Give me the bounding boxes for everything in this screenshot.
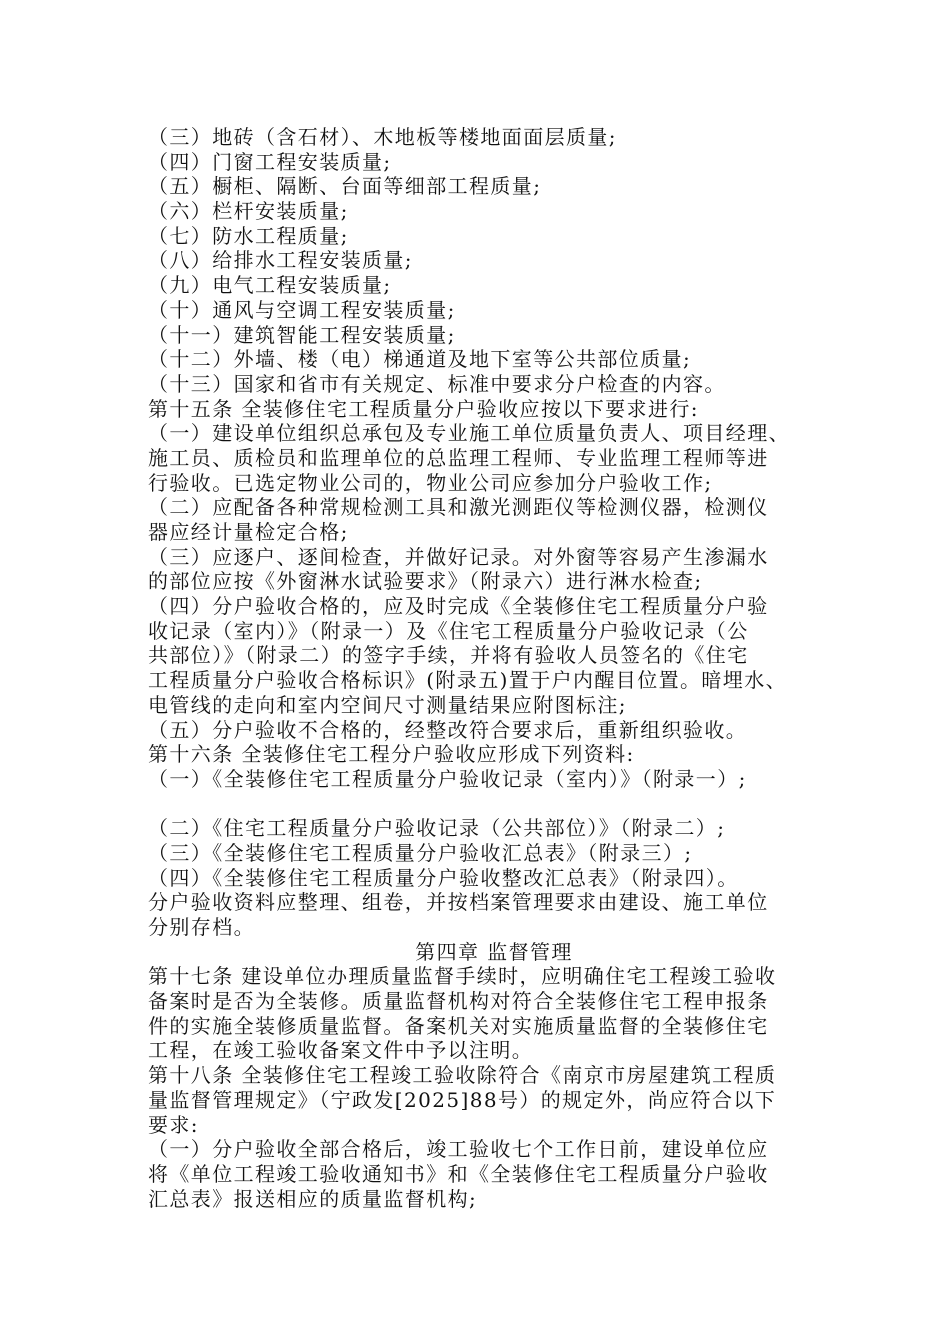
text-line: （四）门窗工程安装质量; xyxy=(148,149,392,174)
text-line: （五）橱柜、隔断、台面等细部工程质量; xyxy=(148,174,542,199)
text-line: 分别存档。 xyxy=(148,915,255,939)
text-line: 第十六条 全装修住宅工程分户验收应形成下列资料: xyxy=(148,742,635,767)
text-line: （一）分户验收全部合格后，竣工验收七个工作日前，建设单位应 xyxy=(148,1137,769,1162)
text-line: （三）《全装修住宅工程质量分户验收汇总表》（附录三）; xyxy=(148,840,693,865)
text-line: （七）防水工程质量; xyxy=(148,223,349,248)
document-section-supervision xyxy=(148,964,810,1211)
text-line: （五）分户验收不合格的，经整改符合要求后，重新组织验收。 xyxy=(148,717,748,742)
text-line: 第十八条 全装修住宅工程竣工验收除符合《南京市房屋建筑工程质 xyxy=(148,1063,777,1088)
text-line: 工程质量分户验收合格标识》(附录五)置于户内醒目位置。暗埋水、 xyxy=(148,668,788,693)
text-line: 电管线的走向和室内空间尺寸测量结果应附图标注; xyxy=(148,692,627,717)
text-line: 分户验收资料应整理、组卷，并按档案管理要求由建设、施工单位 xyxy=(148,890,769,915)
text-line: （一）建设单位组织总承包及专业施工单位质量负责人、项目经理、 xyxy=(148,421,790,446)
text-line: （四）《全装修住宅工程质量分户验收整改汇总表》（附录四）。 xyxy=(148,865,739,890)
text-line: （三）应逐户、逐间检查，并做好记录。对外窗等容易产生渗漏水 xyxy=(148,544,769,569)
text-line: （四）分户验收合格的，应及时完成《全装修住宅工程质量分户验 xyxy=(148,594,769,619)
text-line: （二）应配备各种常规检测工具和激光测距仪等检测仪器，检测仪 xyxy=(148,495,769,520)
text-line: （九）电气工程安装质量; xyxy=(148,273,392,298)
text-line: （十一）建筑智能工程安装质量; xyxy=(148,322,456,347)
text-line: （二）《住宅工程质量分户验收记录（公共部位）》（附录二）; xyxy=(148,816,726,841)
text-line: 备案时是否为全装修。质量监督机构对符合全装修住宅工程申报条 xyxy=(148,989,769,1014)
text-line: 行验收。已选定物业公司的，物业公司应参加分户验收工作; xyxy=(148,470,713,495)
text-line: （一）《全装修住宅工程质量分户验收记录（室内）》（附录一）; xyxy=(148,766,747,791)
text-line: 件的实施全装修质量监督。备案机关对实施质量监督的全装修住宅 xyxy=(148,1013,769,1038)
text-line: 施工员、质检员和监理单位的总监理工程师、专业监理工程师等进 xyxy=(148,445,769,470)
text-line: 汇总表》报送相应的质量监督机构; xyxy=(148,1186,478,1211)
text-line: （六）栏杆安装质量; xyxy=(148,199,349,224)
document-section-acceptance xyxy=(148,125,810,792)
text-line: （十三）国家和省市有关规定、标准中要求分户检查的内容。 xyxy=(148,371,726,396)
text-line: 收记录（室内）》（附录一）及《住宅工程质量分户验收记录（公 xyxy=(148,618,749,643)
chapter-heading: 第四章 监督管理 xyxy=(415,939,573,964)
text-line: 器应经计量检定合格; xyxy=(148,520,349,544)
text-line: （十）通风与空调工程安装质量; xyxy=(148,297,456,322)
text-line: 共部位）》（附录二）的签字手续，并将有验收人员签名的《住宅 xyxy=(148,643,749,668)
text-line: 将《单位工程竣工验收通知书》和《全装修住宅工程质量分户验收 xyxy=(148,1161,769,1186)
text-line: 工程，在竣工验收备案文件中予以注明。 xyxy=(148,1038,534,1063)
text-line: 第十五条 全装修住宅工程质量分户验收应按以下要求进行: xyxy=(148,396,699,421)
text-line: 要求: xyxy=(148,1112,199,1137)
text-line: （十二）外墙、楼（电）梯通道及地下室等公共部位质量; xyxy=(148,347,692,372)
text-line: （八）给排水工程安装质量; xyxy=(148,248,413,273)
document-section-materials xyxy=(148,816,810,939)
document-page xyxy=(148,125,810,1211)
blank-line xyxy=(148,792,810,817)
text-line: 第十七条 建设单位办理质量监督手续时，应明确住宅工程竣工验收 xyxy=(148,964,777,989)
text-line: （三）地砖（含石材）、木地板等楼地面面层质量; xyxy=(148,125,617,149)
text-line: 量监督管理规定》（宁政发[2025]88号）的规定外，尚应符合以下 xyxy=(148,1087,777,1112)
text-line: 的部位应按《外窗淋水试验要求》（附录六）进行淋水检查; xyxy=(148,569,703,594)
